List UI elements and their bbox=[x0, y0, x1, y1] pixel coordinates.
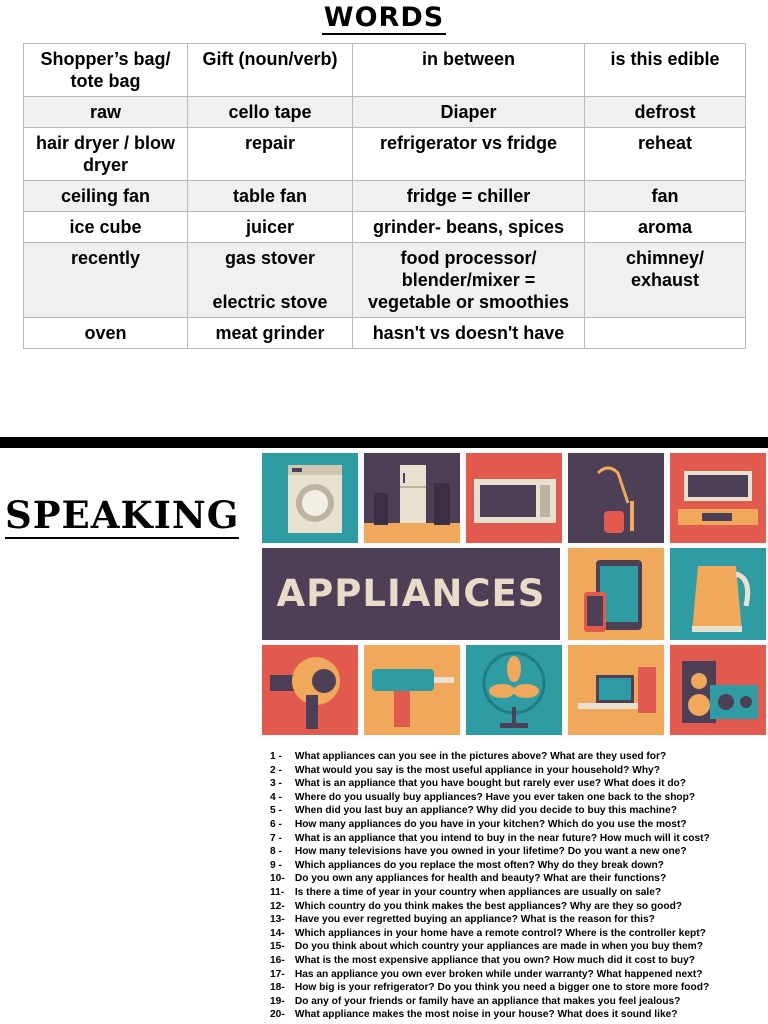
vocab-cell: oven bbox=[24, 318, 188, 349]
vocab-cell: Diaper bbox=[353, 97, 585, 128]
question-item bbox=[270, 859, 765, 873]
question-text: Which appliances do you replace the most often? Why do they break down? bbox=[294, 859, 664, 871]
television-icon bbox=[670, 453, 766, 543]
question-item bbox=[270, 940, 765, 954]
question-number: 15- bbox=[270, 941, 285, 953]
vocab-cell: food processor/ blender/mixer = vegetable or smoothies bbox=[353, 243, 585, 318]
vocab-cell: aroma bbox=[585, 212, 746, 243]
vocab-cell: grinder- beans, spices bbox=[353, 212, 585, 243]
question-number: 1 - bbox=[270, 751, 282, 762]
question-text: Which country do you think makes the best appliances? Why are they so good? bbox=[294, 900, 683, 912]
question-item bbox=[270, 818, 765, 832]
vocab-row bbox=[24, 243, 746, 318]
speaking-heading: SPEAKING bbox=[5, 493, 240, 537]
vocab-cell: raw bbox=[24, 97, 188, 128]
question-number: 8 - bbox=[270, 846, 282, 858]
section-divider bbox=[0, 437, 768, 448]
vocab-row bbox=[24, 181, 746, 212]
question-text: How many appliances do you have in your kitchen? Which do you use the most? bbox=[294, 818, 687, 830]
question-text: What is an appliance that you intend to buy in the near future? How much will it cost? bbox=[294, 832, 710, 844]
question-text: What would you say is the most useful appliance in your household? Why? bbox=[294, 764, 660, 776]
question-number: 13- bbox=[270, 914, 285, 926]
question-number: 7 - bbox=[270, 832, 282, 844]
question-item bbox=[270, 968, 765, 982]
question-item bbox=[270, 1008, 765, 1022]
question-number: 20- bbox=[270, 1009, 285, 1021]
question-text: Do you own any appliances for health and beauty? What are their functions? bbox=[294, 873, 667, 885]
question-number: 11- bbox=[270, 886, 285, 898]
vocab-cell: juicer bbox=[188, 212, 353, 243]
vocab-cell: meat grinder bbox=[188, 318, 353, 349]
question-item bbox=[270, 913, 765, 927]
vocab-cell: is this edible bbox=[585, 44, 746, 97]
vocab-cell: ice cube bbox=[24, 212, 188, 243]
question-text: When did you last buy an appliance? Why did you decide to buy this machine? bbox=[294, 805, 677, 817]
question-number: 16- bbox=[270, 954, 285, 966]
question-text: Do you think about which country your appliances are made in when you buy them? bbox=[294, 941, 703, 953]
question-number: 12- bbox=[270, 900, 285, 912]
question-item bbox=[270, 900, 765, 914]
question-text: What is an appliance that you have bought but rarely ever use? What does it do? bbox=[294, 778, 686, 790]
question-item bbox=[270, 764, 765, 778]
electric-fan-icon bbox=[466, 645, 562, 735]
vocab-cell: defrost bbox=[585, 97, 746, 128]
vocab-cell: hair dryer / blow dryer bbox=[24, 128, 188, 181]
question-item bbox=[270, 954, 765, 968]
question-item bbox=[270, 981, 765, 995]
question-text: How big is your refrigerator? Do you think you need a bigger one to store more food? bbox=[294, 982, 710, 994]
vocabulary-table bbox=[23, 43, 746, 349]
hair-dryer-icon bbox=[262, 645, 358, 735]
question-item bbox=[270, 872, 765, 886]
microwave-icon bbox=[466, 453, 562, 543]
appliances-banner: APPLIANCES bbox=[262, 548, 560, 640]
vocab-row bbox=[24, 44, 746, 97]
vocab-row bbox=[24, 128, 746, 181]
question-number: 9 - bbox=[270, 859, 282, 871]
speaking-questions bbox=[270, 750, 765, 1022]
drill-icon bbox=[364, 645, 460, 735]
vocab-row bbox=[24, 97, 746, 128]
vocab-cell: hasn't vs doesn't have bbox=[353, 318, 585, 349]
question-item bbox=[270, 845, 765, 859]
question-number: 10- bbox=[270, 873, 285, 885]
words-heading: WORDS bbox=[323, 2, 445, 33]
question-item bbox=[270, 832, 765, 846]
question-text: Is there a time of year in your country when appliances are usually on sale? bbox=[294, 886, 662, 898]
speaker-icon bbox=[670, 645, 766, 735]
question-item bbox=[270, 777, 765, 791]
question-number: 18- bbox=[270, 982, 285, 994]
vocab-cell: repair bbox=[188, 128, 353, 181]
question-number: 14- bbox=[270, 927, 285, 939]
question-number: 6 - bbox=[270, 818, 282, 830]
question-item bbox=[270, 886, 765, 900]
vocab-cell: chimney/ exhaust bbox=[585, 243, 746, 318]
question-text: Do any of your friends or family have an appliance that makes you feel jealous? bbox=[294, 995, 681, 1007]
question-text: What appliance makes the most noise in your house? What does it sound like? bbox=[294, 1009, 678, 1021]
tablet-phone-icon bbox=[568, 548, 664, 640]
vocab-cell: in between bbox=[353, 44, 585, 97]
washing-machine-icon bbox=[262, 453, 358, 543]
vocab-row bbox=[24, 318, 746, 349]
vocab-cell: refrigerator vs fridge bbox=[353, 128, 585, 181]
question-text: What is the most expensive appliance that you own? How much did it cost to buy? bbox=[294, 954, 696, 966]
question-text: Has an appliance you own ever broken while under warranty? What happened next? bbox=[294, 968, 703, 980]
vocab-cell: Gift (noun/verb) bbox=[188, 44, 353, 97]
vocab-cell: ceiling fan bbox=[24, 181, 188, 212]
question-number: 19- bbox=[270, 995, 285, 1007]
vocab-cell: reheat bbox=[585, 128, 746, 181]
question-item bbox=[270, 750, 765, 764]
vocab-row bbox=[24, 212, 746, 243]
question-item bbox=[270, 995, 765, 1009]
vocab-cell: fridge = chiller bbox=[353, 181, 585, 212]
question-number: 4 - bbox=[270, 791, 282, 803]
question-text: How many televisions have you owned in your lifetime? Do you want a new one? bbox=[294, 846, 687, 858]
vocab-cell: table fan bbox=[188, 181, 353, 212]
question-text: What appliances can you see in the pictures above? What are they used for? bbox=[294, 751, 667, 762]
question-number: 2 - bbox=[270, 764, 282, 776]
kettle-icon bbox=[670, 548, 766, 640]
question-text: Where do you usually buy appliances? Have you ever taken one back to the shop? bbox=[294, 791, 696, 803]
vocab-cell: recently bbox=[24, 243, 188, 318]
question-number: 5 - bbox=[270, 805, 282, 817]
question-number: 17- bbox=[270, 968, 285, 980]
vocab-cell: fan bbox=[585, 181, 746, 212]
question-item bbox=[270, 804, 765, 818]
vacuum-cleaner-icon bbox=[568, 453, 664, 543]
question-text: Which appliances in your home have a remote control? Where is the controller kept? bbox=[294, 927, 706, 939]
question-item bbox=[270, 791, 765, 805]
question-number: 3 - bbox=[270, 778, 282, 790]
vocab-cell: gas stover electric stove bbox=[188, 243, 353, 318]
vocab-cell bbox=[585, 318, 746, 349]
vocab-cell: Shopper’s bag/ tote bag bbox=[24, 44, 188, 97]
refrigerator-icon bbox=[364, 453, 460, 543]
desktop-computer-icon bbox=[568, 645, 664, 735]
question-text: Have you ever regretted buying an appliance? What is the reason for this? bbox=[294, 914, 655, 926]
appliances-collage bbox=[258, 449, 768, 739]
vocab-cell: cello tape bbox=[188, 97, 353, 128]
question-item bbox=[270, 927, 765, 941]
